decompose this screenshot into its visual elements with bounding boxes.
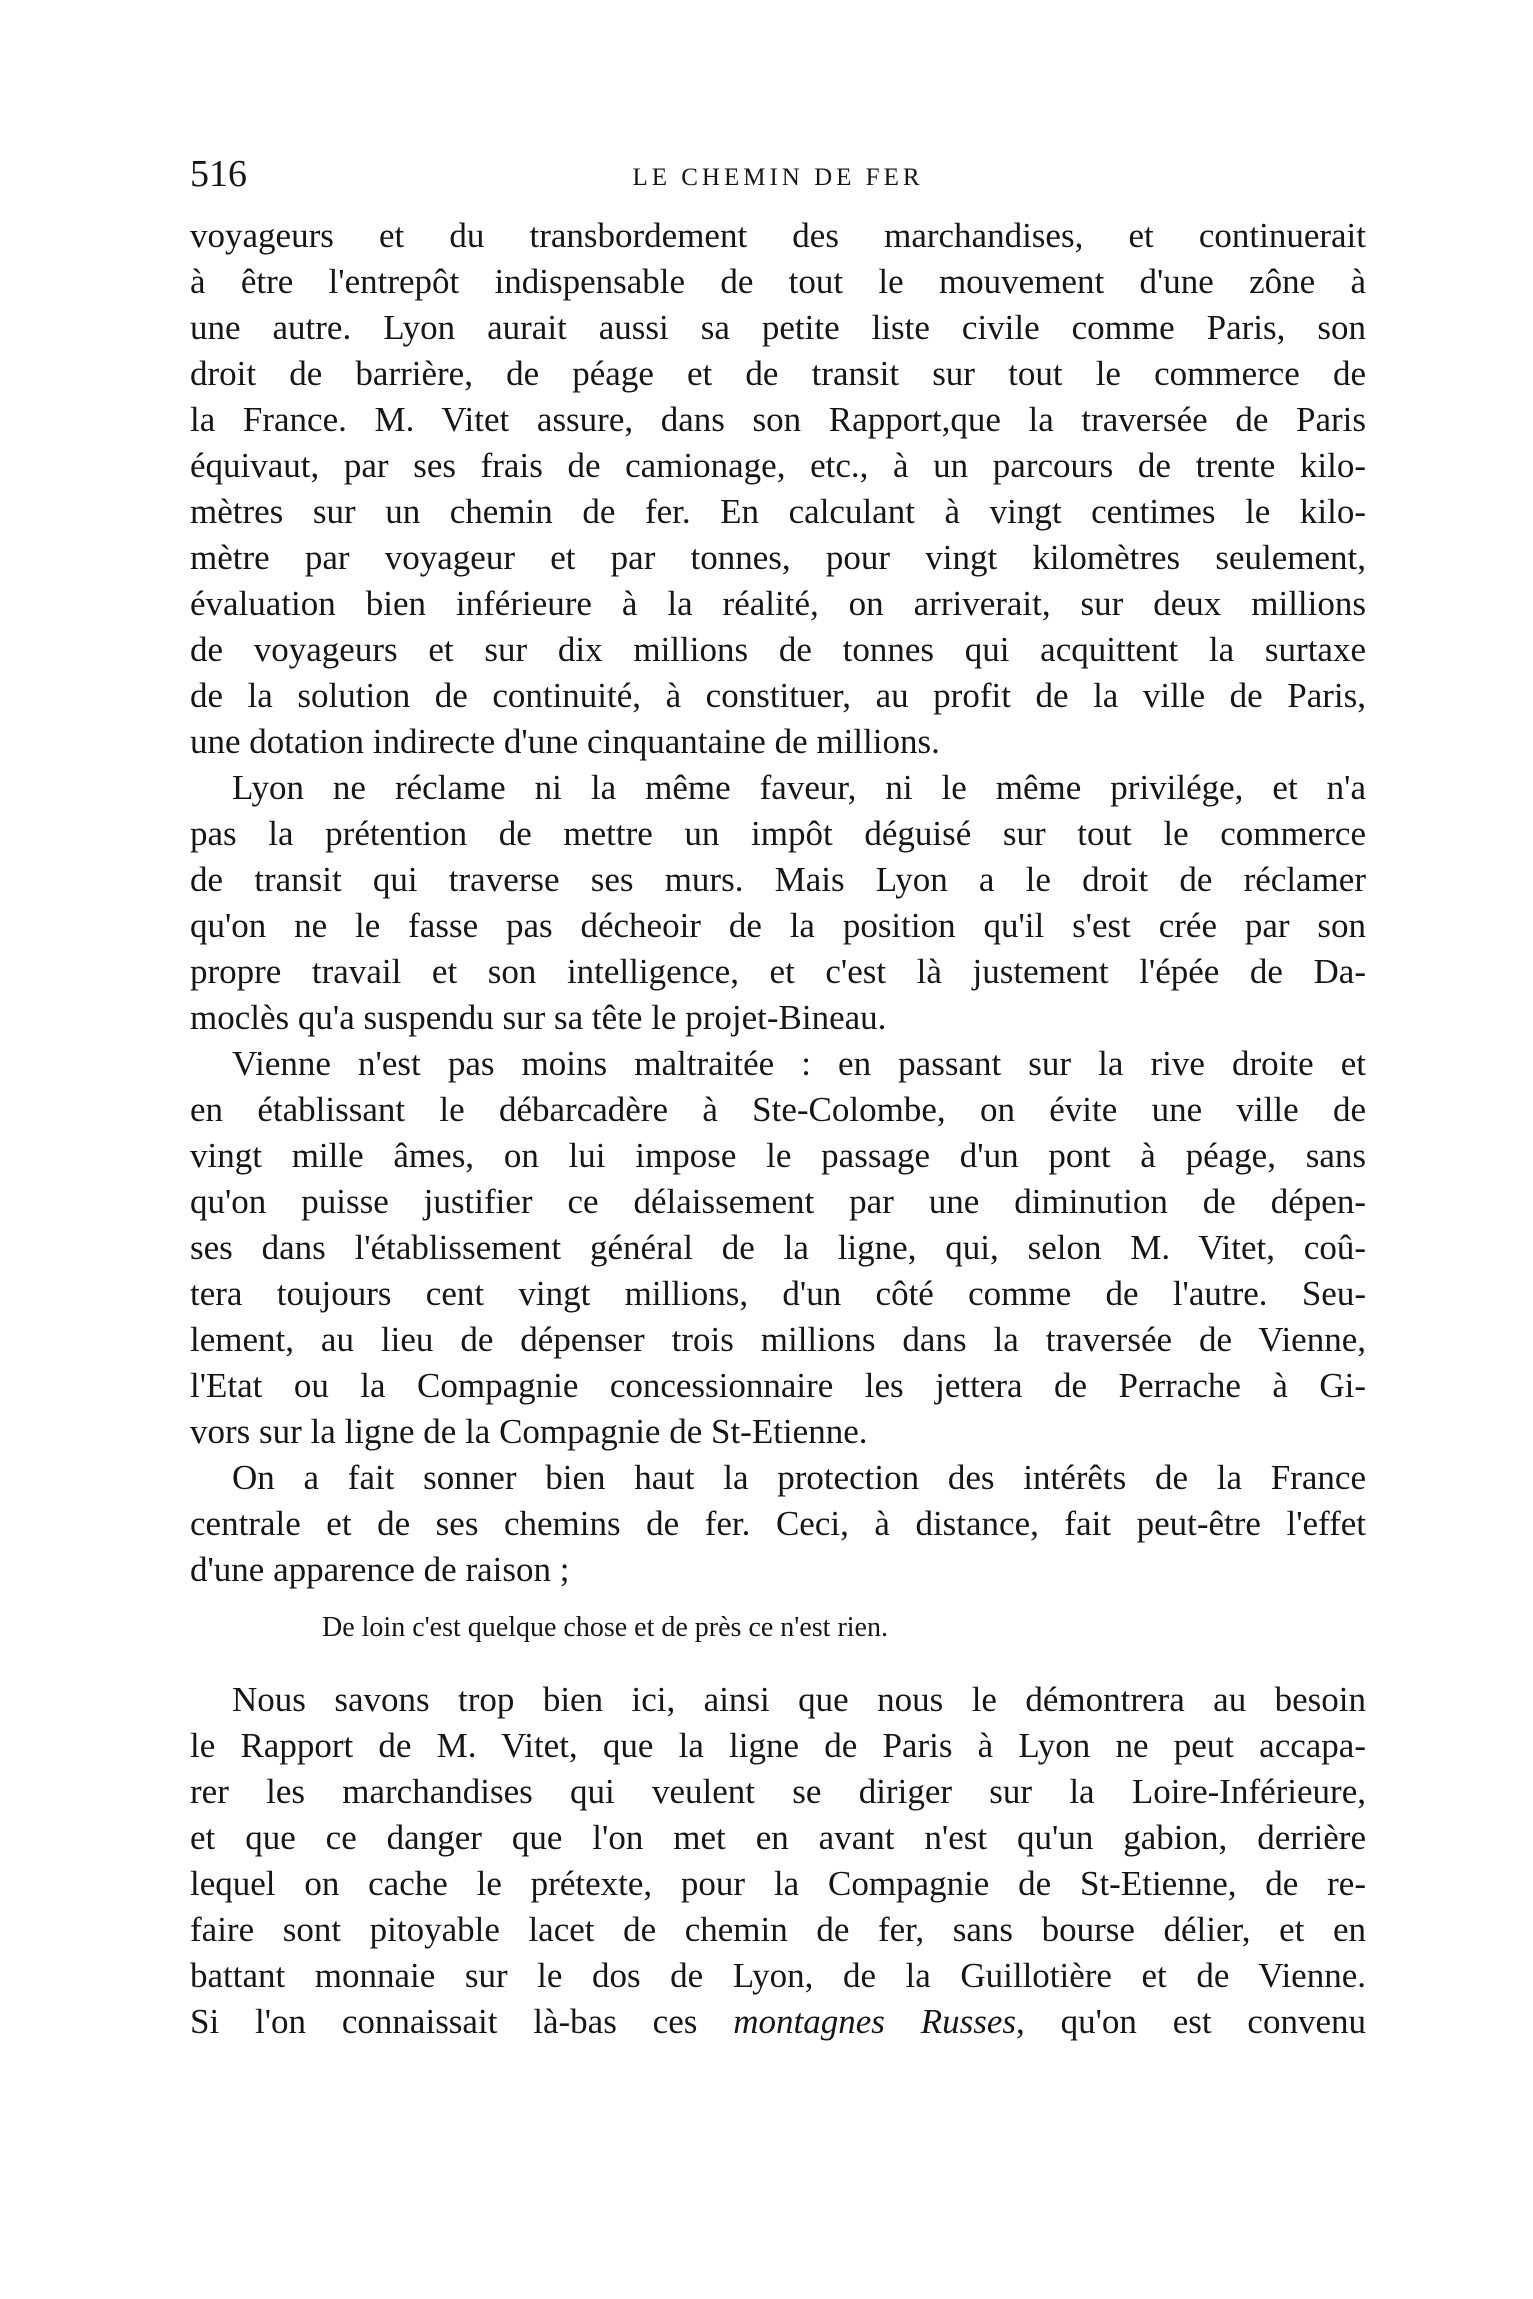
- running-title: LE CHEMIN DE FER: [632, 164, 924, 191]
- text-line: Vienne n'est pas moins maltraitée : en passant sur la rive droite et: [232, 1044, 1366, 1083]
- text-line: à être l'entrepôt indispensable de tout le mouvement d'une zône à: [190, 262, 1366, 301]
- text-line: de transit qui traverse ses murs. Mais Lyon a le droit de réclamer: [190, 860, 1366, 899]
- text-line: propre travail et son intelligence, et c'est là justement l'épée de Da-: [190, 952, 1366, 991]
- italic-phrase: montagnes Russes: [733, 2002, 1016, 2041]
- text-line: voyageurs et du transbordement des marchandises, et continuerait: [190, 216, 1366, 255]
- paragraph-3: [190, 1041, 1366, 1455]
- text-line: de voyageurs et sur dix millions de tonnes qui acquittent la surtaxe: [190, 630, 1366, 669]
- paragraph-1: [190, 213, 1366, 765]
- text-line: Nous savons trop bien ici, ainsi que nous le démontrera au besoin: [232, 1680, 1366, 1719]
- text-line: qu'on ne le fasse pas décheoir de la position qu'il s'est crée par son: [190, 906, 1366, 945]
- text-line: moclès qu'a suspendu sur sa tête le projet-Bineau.: [190, 998, 887, 1037]
- text-line: Lyon ne réclame ni la même faveur, ni le même privilége, et n'a: [232, 768, 1366, 807]
- text-line: et que ce danger que l'on met en avant n'est qu'un gabion, derrière: [190, 1818, 1366, 1857]
- text-line: mètres sur un chemin de fer. En calculant à vingt centimes le kilo-: [190, 492, 1366, 531]
- text-line: droit de barrière, de péage et de transit sur tout le commerce de: [190, 354, 1366, 393]
- text-fragment: , qu'on est convenu: [1015, 2002, 1367, 2041]
- text-line: de la solution de continuité, à constituer, au profit de la ville de Paris,: [190, 676, 1366, 715]
- quotation: De loin c'est quelque chose et de près ce n'est rien.: [322, 1612, 888, 1643]
- text-line: faire sont pitoyable lacet de chemin de fer, sans bourse délier, et en: [190, 1910, 1366, 1949]
- paragraph-2: [190, 765, 1366, 1041]
- text-line: vors sur la ligne de la Compagnie de St-Etienne.: [190, 1412, 868, 1451]
- text-line: centrale et de ses chemins de fer. Ceci, à distance, fait peut-être l'effet: [190, 1504, 1366, 1543]
- paragraph-5: [190, 1677, 1366, 2045]
- text-line: lement, au lieu de dépenser trois millions dans la traversée de Vienne,: [190, 1320, 1366, 1359]
- text-line: la France. M. Vitet assure, dans son Rapport,que la traversée de Paris: [190, 400, 1366, 439]
- text-line: On a fait sonner bien haut la protection des intérêts de la France: [232, 1458, 1366, 1497]
- text-line: mètre par voyageur et par tonnes, pour vingt kilomètres seulement,: [190, 538, 1366, 577]
- text-line: battant monnaie sur le dos de Lyon, de la Guillotière et de Vienne.: [190, 1956, 1366, 1995]
- text-line: le Rapport de M. Vitet, que la ligne de Paris à Lyon ne peut accapa-: [190, 1726, 1366, 1765]
- text-line: lequel on cache le prétexte, pour la Compagnie de St-Etienne, de re-: [190, 1864, 1366, 1903]
- text-line: une autre. Lyon aurait aussi sa petite liste civile comme Paris, son: [190, 308, 1366, 347]
- text-line: ses dans l'établissement général de la ligne, qui, selon M. Vitet, coû-: [190, 1228, 1366, 1267]
- text-line: équivaut, par ses frais de camionage, etc., à un parcours de trente kilo-: [190, 446, 1366, 485]
- text-line: rer les marchandises qui veulent se diriger sur la Loire-Inférieure,: [190, 1772, 1366, 1811]
- text-line: qu'on puisse justifier ce délaissement par une diminution de dépen-: [190, 1182, 1366, 1221]
- quotation-block: [190, 1593, 1366, 1677]
- text-line: une dotation indirecte d'une cinquantaine de millions.: [190, 722, 940, 761]
- text-line: pas la prétention de mettre un impôt déguisé sur tout le commerce: [190, 814, 1366, 853]
- text-line: en établissant le débarcadère à Ste-Colombe, on évite une ville de: [190, 1090, 1366, 1129]
- text-line: l'Etat ou la Compagnie concessionnaire les jettera de Perrache à Gi-: [190, 1366, 1366, 1405]
- text-line: tera toujours cent vingt millions, d'un côté comme de l'autre. Seu-: [190, 1274, 1366, 1313]
- text-line: d'une apparence de raison ;: [190, 1550, 570, 1589]
- text-line-last: [190, 1999, 1366, 2045]
- text-line: vingt mille âmes, on lui impose le passage d'un pont à péage, sans: [190, 1136, 1366, 1175]
- text-fragment: Si l'on connaissait là-bas ces: [190, 2002, 734, 2041]
- body-text: [190, 213, 1366, 2045]
- page-header: [190, 146, 1366, 202]
- text-line: évaluation bien inférieure à la réalité, on arriverait, sur deux millions: [190, 584, 1366, 623]
- paragraph-4: [190, 1455, 1366, 1593]
- page-number: 516: [190, 153, 247, 195]
